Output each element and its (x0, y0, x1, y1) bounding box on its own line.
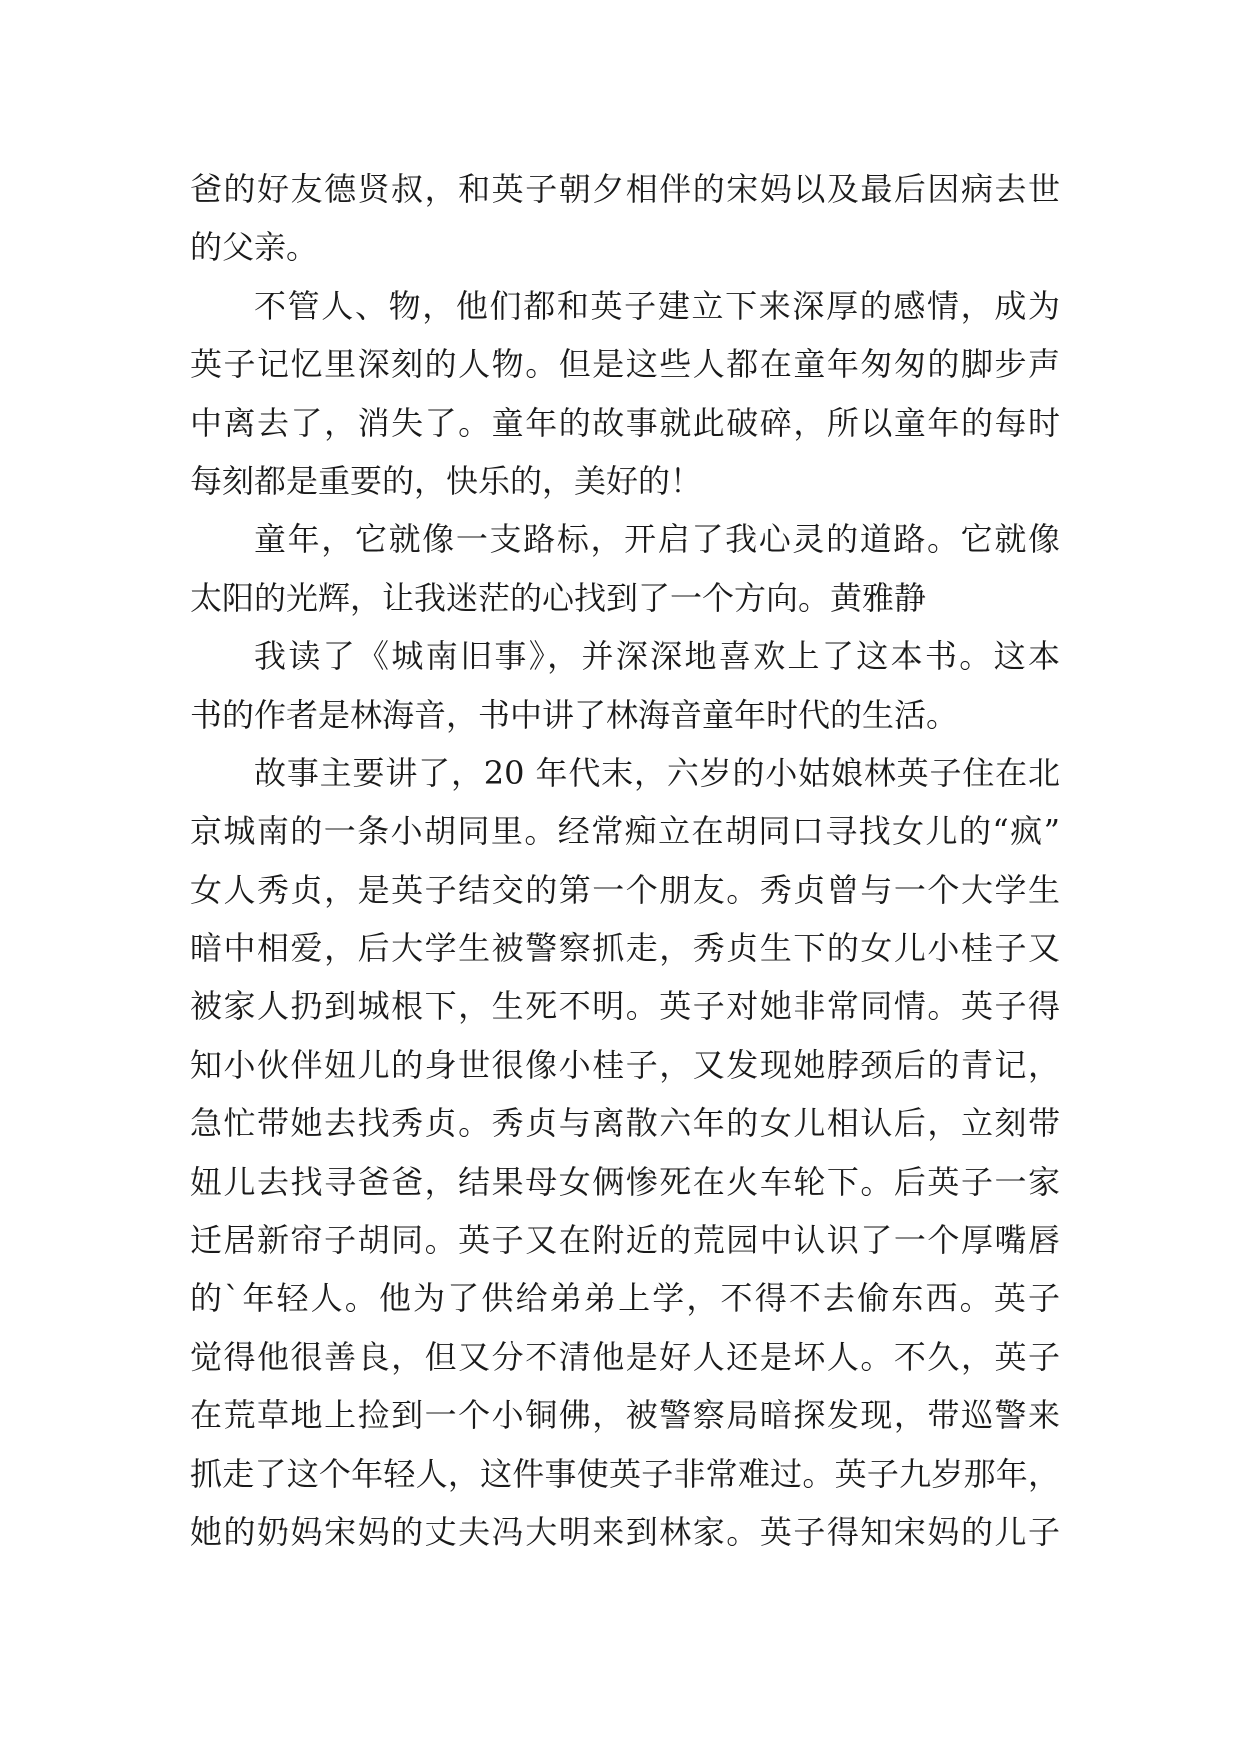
text-line: 中离去了，消失了。童年的故事就此破碎，所以童年的每时 (190, 403, 1060, 442)
text-line: 爸的好友德贤叔，和英子朝夕相伴的宋妈以及最后因病去世 (190, 170, 1060, 208)
text-line: 暗中相爱，后大学生被警察抓走，秀贞生下的女儿小桂子又 (190, 929, 1060, 968)
text-line: 觉得他很善良，但又分不清他是好人还是坏人。不久，英子 (190, 1337, 1060, 1376)
text-line: 不管人、物，他们都和英子建立下来深厚的感情，成为 (254, 286, 1060, 325)
text-line: 抓走了这个年轻人，这件事使英子非常难过。英子九岁那年， (190, 1454, 1060, 1493)
text-line: 书的作者是林海音，书中讲了林海音童年时代的生活。 (190, 695, 959, 734)
text-line: 京城南的一条小胡同里。经常痴立在胡同口寻找女儿的“疯” (190, 812, 1060, 851)
text-line: 太阳的光辉，让我迷茫的心找到了一个方向。黄雅静 (190, 578, 927, 617)
text-line: 知小伙伴妞儿的身世很像小桂子，又发现她脖颈后的青记， (190, 1045, 1060, 1084)
text-line: 每刻都是重要的，快乐的，美好的！ (190, 461, 703, 500)
text-line: 妞儿去找寻爸爸，结果母女俩惨死在火车轮下。后英子一家 (190, 1162, 1060, 1201)
text-line: 的`年轻人。他为了供给弟弟上学，不得不去偷东西。英子 (190, 1279, 1060, 1318)
text-line: 在荒草地上捡到一个小铜佛，被警察局暗探发现，带巡警来 (190, 1396, 1060, 1435)
body-text (190, 160, 1060, 1561)
text-line: 英子记忆里深刻的人物。但是这些人都在童年匆匆的脚步声 (190, 345, 1060, 384)
text-line: 童年，它就像一支路标，开启了我心灵的道路。它就像 (254, 520, 1060, 559)
text-line: 我读了《城南旧事》，并深深地喜欢上了这本书。这本 (254, 637, 1060, 676)
text-line: 女人秀贞，是英子结交的第一个朋友。秀贞曾与一个大学生 (190, 870, 1060, 909)
text-line: 的父亲。 (190, 228, 319, 267)
text-line: 急忙带她去找秀贞。秀贞与离散六年的女儿相认后，立刻带 (190, 1104, 1060, 1143)
text-line: 被家人扔到城根下，生死不明。英子对她非常同情。英子得 (190, 987, 1060, 1026)
text-line: 故事主要讲了，20 年代末，六岁的小姑娘林英子住在北 (254, 753, 1060, 792)
text-line: 她的奶妈宋妈的丈夫冯大明来到林家。英子得知宋妈的儿子 (190, 1512, 1060, 1551)
text-line: 迁居新帘子胡同。英子又在附近的荒园中认识了一个厚嘴唇 (190, 1221, 1060, 1260)
